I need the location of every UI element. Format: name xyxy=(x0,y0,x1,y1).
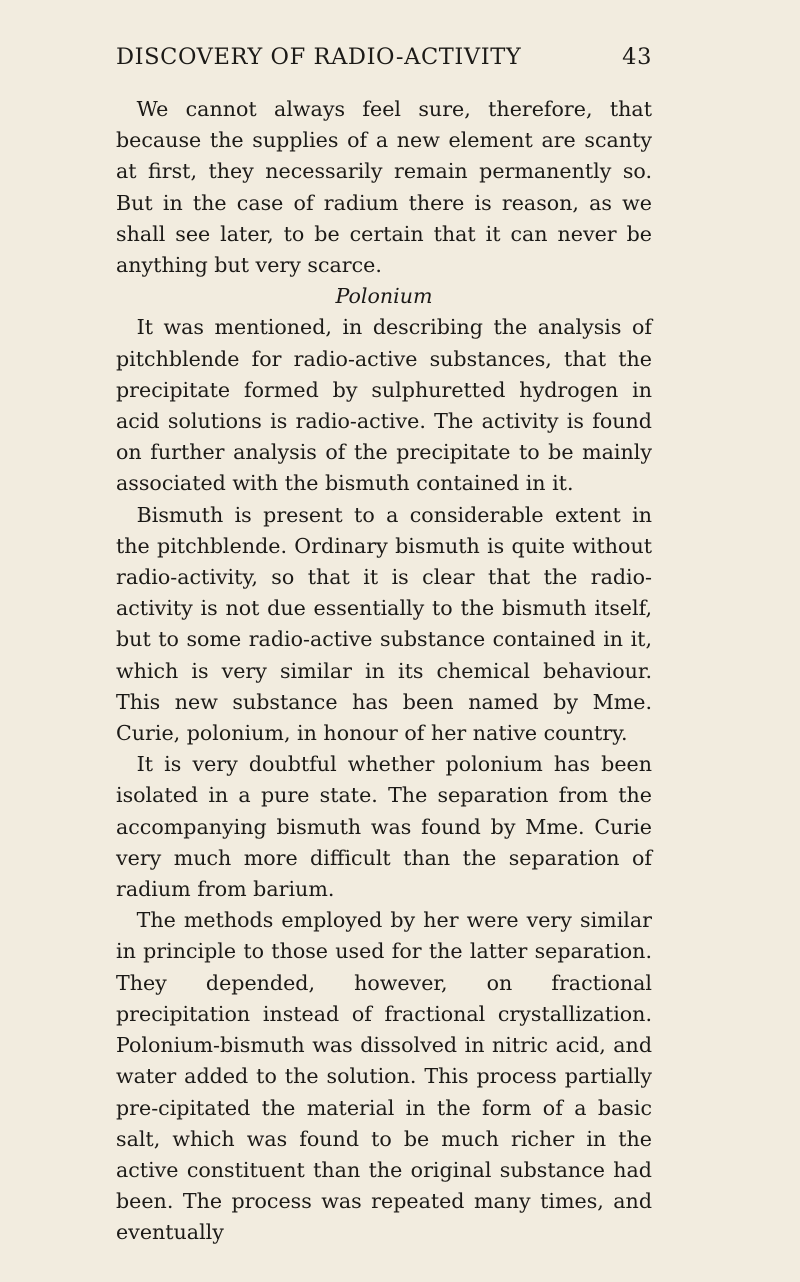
page-number: 43 xyxy=(622,44,652,70)
paragraph: Bismuth is present to a considerable extent in the pitchblende. Ordinary bismuth is quite without radio-activity, so that it is clear that the radio-activity is not due essentially to the bismuth itself, but to some radio-active substance contained in it, which is very similar in its chemical behaviour. This new substance has been named by Mme. Curie, polonium, in honour of her native country. xyxy=(116,502,652,746)
running-title: DISCOVERY OF RADIO-ACTIVITY xyxy=(116,44,522,70)
running-header xyxy=(116,42,652,94)
paragraph: The methods employed by her were very similar in principle to those used for the latter separation. They depended, however, on fractional precipitation instead of fractional crystallization. Polonium-bismuth was dissolved in nitric acid, and water added to the solution. This process partially pre-cipitated the material in the form of a basic salt, which was found to be much richer in the active constituent than the original substance had been. The process was repeated many times, and eventually xyxy=(116,908,652,1245)
paragraph: It was mentioned, in describing the analysis of pitchblende for radio-active substances, that the precipitate formed by sulphuretted hydrogen in acid solutions is radio-active. The activity is found on further analysis of the precipitate to be mainly associated with the bismuth contained in it. xyxy=(116,315,652,496)
section-heading: Polonium xyxy=(335,284,433,309)
body-text xyxy=(116,94,652,1249)
paragraph: We cannot always feel sure, therefore, that because the supplies of a new element are scanty at first, they necessarily remain permanently so. But in the case of radium there is reason, as we shall see later, to be certain that it can never be anything but very scarce. xyxy=(116,97,652,278)
paragraph: It is very doubtful whether polonium has been isolated in a pure state. The separation from the accompanying bismuth was found by Mme. Curie very much more difficult than the separation of radium from barium. xyxy=(116,752,652,902)
